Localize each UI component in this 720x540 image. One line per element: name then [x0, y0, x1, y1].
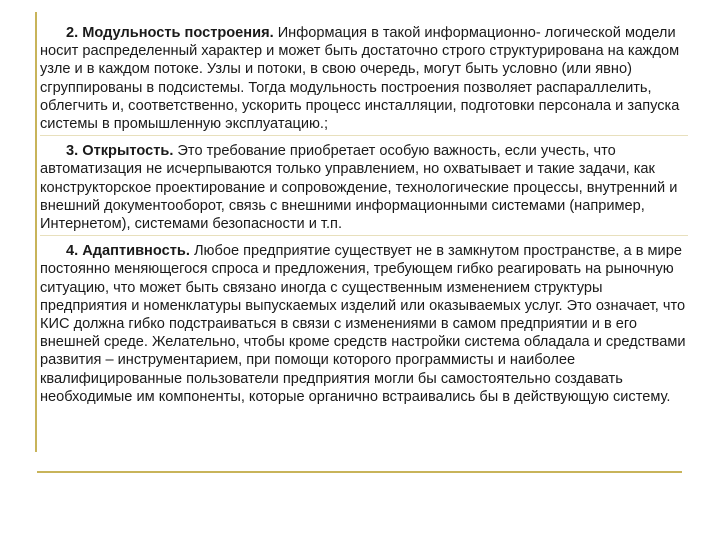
bottom-accent-line — [37, 471, 682, 473]
paragraph-heading-adaptivity: 4. Адаптивность. — [66, 243, 190, 260]
paragraph-text-adaptivity: Любое предприятие существует не в замкнутом пространстве, а в мире постоянно меняющегося спроса и предложения, требующем гибко реагировать на рыночную ситуацию, что может быть связано иногда с существенным изменением структуры предприятия и номенклатуры выпускаемых изделий или оказываемых услуг. Это означает, что КИС должна гибко подстраиваться в связи с изменениями в самом предприятии и в его внешней среде. Желательно, чтобы кроме средств настройки система обладала и средствами развития – инструментарием, при помощи которого программисты и наиболее квалифицированные пользователи предприятия могли бы самостоятельно создавать необходимые им компоненты, которые органично встраивались бы в действующую систему. — [40, 243, 686, 405]
paragraph-modularity — [40, 24, 688, 133]
paragraph-openness — [40, 142, 688, 233]
paragraph-separator — [40, 135, 688, 136]
slide-content — [40, 24, 688, 406]
paragraph-separator — [40, 235, 688, 236]
paragraph-heading-modularity: 2. Модульность построения. — [66, 25, 274, 41]
paragraph-adaptivity — [40, 242, 688, 406]
paragraph-heading-openness: 3. Открытость. — [66, 143, 174, 160]
paragraph-text-modularity: Информация в такой информационно- логической модели носит распределенный характер и может быть достаточно строго структурирована на каждом узле и в каждом потоке. Узлы и потоки, в свою очередь, могут быть условно (или явно) сгруппированы в подсистемы. Тогда модульность построения позволяет распараллелить, облегчить и, соответственно, ускорить процесс инсталляции, подготовки персонала и запуска системы в промышленную эксплуатацию.; — [40, 25, 680, 133]
paragraph-text-openness: Это требование приобретает особую важность, если учесть, что автоматизация не исчерпываются только управлением, но охватывает и такие задачи, как конструкторское проектирование и сопровождение, технологические процессы, внутренний и внешний документооборот, связь с внешними информационными системами (например, Интернетом), системами безопасности и т.п. — [40, 143, 678, 233]
left-accent-line — [35, 12, 37, 452]
